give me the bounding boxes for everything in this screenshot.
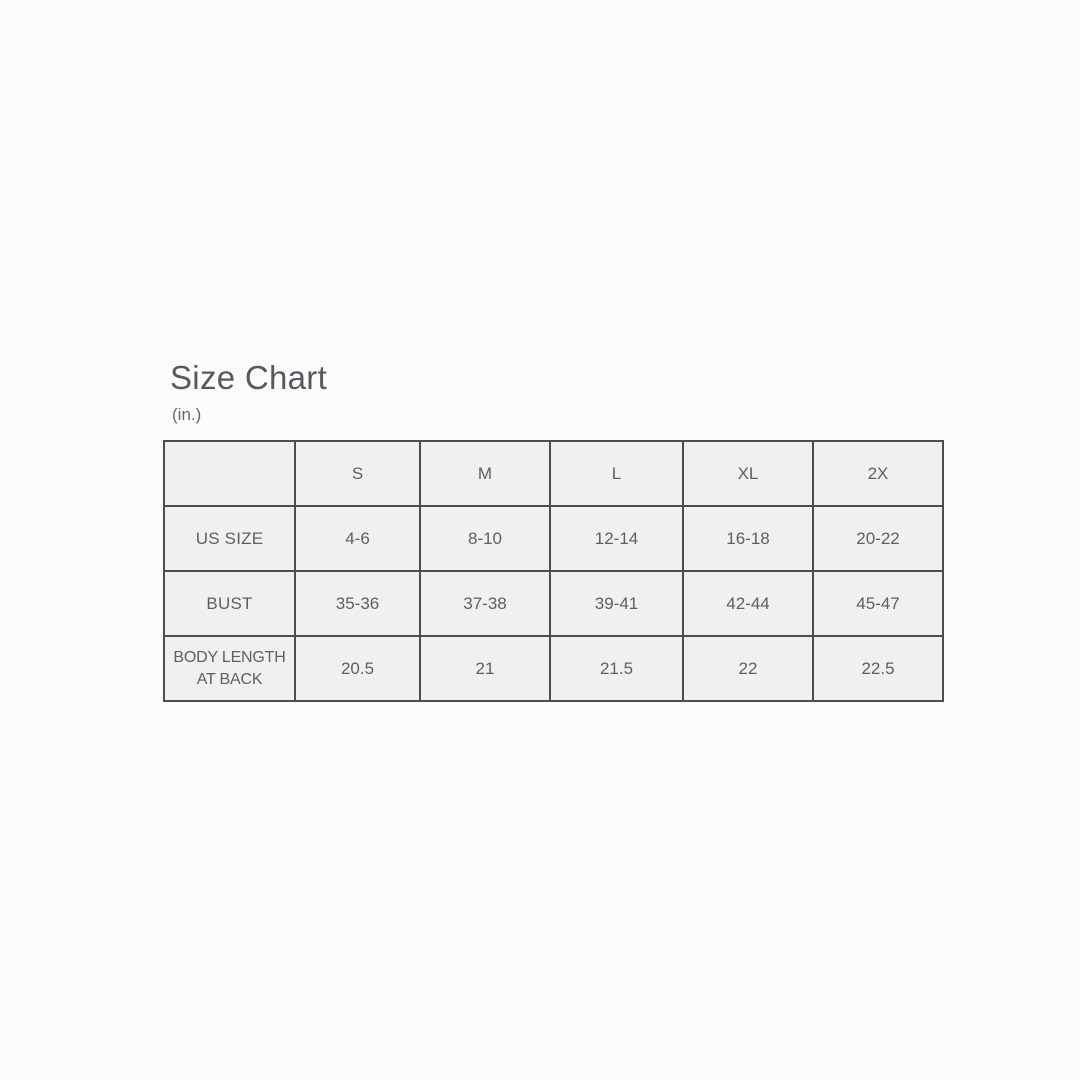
cell-bust-xl: 42-44 [683,571,813,636]
cell-bust-l: 39-41 [550,571,683,636]
cell-bust-m: 37-38 [420,571,550,636]
corner-cell [164,441,295,506]
row-header-bust: BUST [164,571,295,636]
cell-us-size-m: 8-10 [420,506,550,571]
column-header-xl: XL [683,441,813,506]
column-header-m: M [420,441,550,506]
chart-unit-label: (in.) [172,405,202,424]
cell-us-size-s: 4-6 [295,506,420,571]
chart-title: Size Chart [170,359,328,396]
table-row-us-size [164,506,943,571]
table-header-row [164,441,943,506]
column-header-s: S [295,441,420,506]
cell-body-length-m: 21 [420,636,550,701]
column-header-2x: 2X [813,441,943,506]
table-row-body-length [164,636,943,701]
row-header-body-length-line-1: BODY LENGTH [173,648,286,666]
cell-us-size-xl: 16-18 [683,506,813,571]
row-header-body-length [164,636,295,701]
row-header-body-length-line-2: AT BACK [196,670,263,688]
cell-body-length-xl: 22 [683,636,813,701]
cell-bust-2x: 45-47 [813,571,943,636]
column-header-l: L [550,441,683,506]
cell-body-length-s: 20.5 [295,636,420,701]
table-row-bust [164,571,943,636]
row-header-us-size: US SIZE [164,506,295,571]
cell-body-length-2x: 22.5 [813,636,943,701]
cell-body-length-l: 21.5 [550,636,683,701]
size-table [163,440,944,702]
cell-us-size-l: 12-14 [550,506,683,571]
cell-us-size-2x: 20-22 [813,506,943,571]
cell-bust-s: 35-36 [295,571,420,636]
